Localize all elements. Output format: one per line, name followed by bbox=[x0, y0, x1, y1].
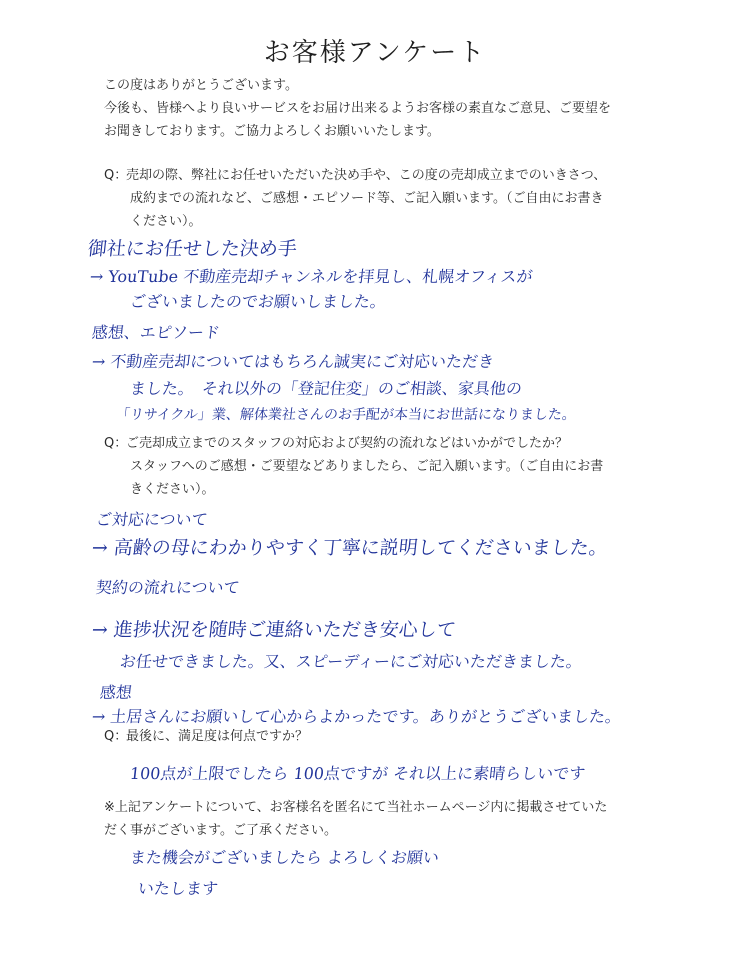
q1-answer-line: → YouTube 不動産売却チャンネルを拝見し、札幌オフィスが bbox=[88, 267, 534, 286]
q2-question-line-3: きください）。 bbox=[130, 482, 215, 497]
q2-answer-heading-impression: 感想 bbox=[98, 683, 133, 702]
intro-line-1: この度はありがとうございます。 bbox=[104, 78, 298, 93]
q3-question-line-1 bbox=[104, 727, 308, 747]
q1-label: Q： bbox=[104, 168, 128, 183]
q2-label: Q： bbox=[104, 436, 128, 451]
q3-answer-line: 100点が上限でしたら 100点ですが それ以上に素晴らしいです bbox=[128, 764, 587, 783]
q2-answer-line: → 土居さんにお願いして心からよかったです。ありがとうございました。 bbox=[90, 707, 623, 726]
q2-question-line-2: スタッフへのご感想・ご要望などありましたら、ご記入願います。（ご自由にお書 bbox=[130, 459, 604, 474]
notice-line-1: ※上記アンケートについて、お客様名を匿名にて当社ホームページ内に掲載させていた bbox=[104, 800, 608, 815]
q2-answer-line: お任せできました。又、スピーディーにご対応いただきました。 bbox=[118, 652, 583, 671]
page-title: お客様アンケート bbox=[263, 38, 487, 68]
notice-line-2: だく事がございます。ご了承ください。 bbox=[104, 823, 337, 838]
q2-answer-line: → 進捗状況を随時ご連絡いただき安心して bbox=[90, 619, 457, 641]
q1-question-line-3: ください）。 bbox=[130, 214, 202, 229]
q1-answer-line: ございましたのでお願いしました。 bbox=[128, 292, 387, 311]
q3-label: Q： bbox=[104, 729, 128, 744]
closing-line-2: いたします bbox=[136, 879, 219, 898]
q1-answer-heading-episode: 感想、エピソード bbox=[90, 323, 221, 342]
q2-answer-heading-contract: 契約の流れについて bbox=[94, 578, 241, 597]
intro-line-3: お聞きしております。ご協力よろしくお願いいたします。 bbox=[104, 124, 440, 139]
q1-line-1: 売却の際、弊社にお任せいただいた決め手や、この度の売却成立までのいきさつ、 bbox=[126, 168, 607, 183]
q1-answer-line: → 不動産売却についてはもちろん誠実にご対応いただき bbox=[90, 352, 496, 371]
q1-question-line-2: 成約までの流れなど、ご感想・エピソード等、ご記入願います。（ご自由にお書き bbox=[130, 191, 604, 206]
q2-question-line-1 bbox=[104, 434, 568, 454]
q3-line-1: 最後に、満足度は何点ですか？ bbox=[126, 729, 309, 744]
closing-line-1: また機会がございましたら よろしくお願い bbox=[128, 848, 440, 867]
q1-answer-heading-reason: 御社にお任せした決め手 bbox=[86, 238, 299, 260]
q1-question-line-1 bbox=[104, 166, 606, 186]
intro-line-2: 今後も、皆様へより良いサービスをお届け出来るようお客様の素直なご意見、ご要望を bbox=[104, 101, 612, 116]
q2-line-1: ご売却成立までのスタッフの対応および契約の流れなどはいかがでしたか？ bbox=[126, 436, 569, 451]
q1-answer-line: 「リサイクル」業、解体業社さんのお手配が本当にお世話になりました。 bbox=[115, 407, 577, 423]
q1-answer-line: ました。 それ以外の「登記住変」のご相談、家具他の bbox=[128, 379, 523, 398]
q2-answer-heading-service: ご対応について bbox=[94, 510, 209, 529]
q2-answer-line: → 高齢の母にわかりやすく丁寧に説明してくださいました。 bbox=[90, 537, 609, 559]
